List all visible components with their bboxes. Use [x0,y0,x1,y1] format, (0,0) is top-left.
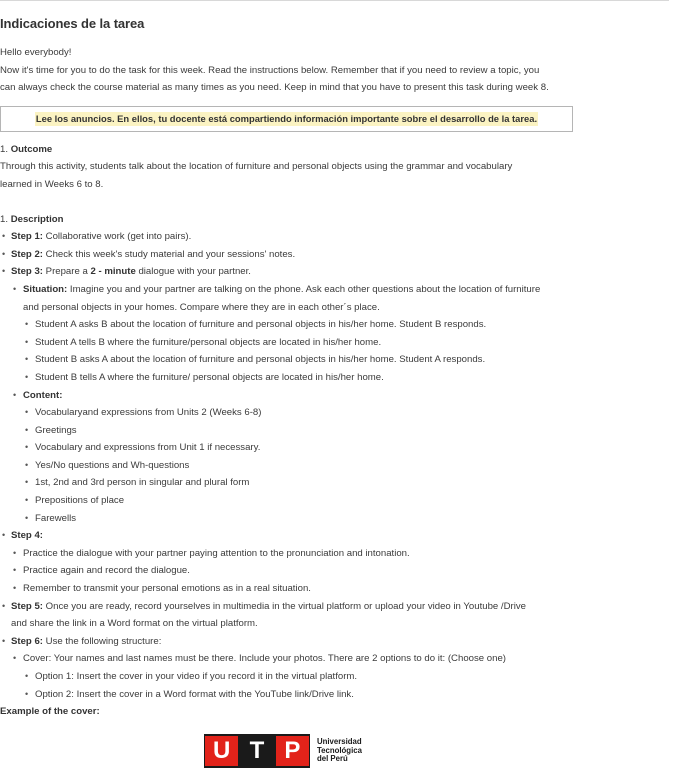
intro-line-2: can always check the course material as many times as you need. Keep in mind that you have to present this task during week 8. [0,82,549,94]
outcome-heading: 1. Outcome [0,143,53,155]
list-item: • Vocabularyand expressions from Units 2 (Weeks 6-8) [0,404,580,422]
page-title: Indicaciones de la tarea [0,16,145,31]
intro-line-1: Now it's time for you to do the task for this week. Read the instructions below. Remember that if you need to review a topic, you [0,64,540,76]
list-item: • Student B tells A where the furniture/ personal objects are located in his/her home. [0,369,580,387]
steps-list [0,228,580,281]
step-4: • Step 4: [0,527,580,545]
list-item: • Remember to transmit your personal emotions as in a real situation. [0,580,580,598]
list-item: • Practice the dialogue with your partner paying attention to the pronunciation and intonation. [0,545,580,563]
utp-logo-text: Universidad Tecnológica del Perú [317,737,362,764]
content-label: • Content: [0,387,580,405]
step-2: • Step 2: Check this week's study material and your sessions' notes. [0,246,580,264]
situation-items [0,316,580,386]
step-5-6-list [0,598,580,651]
step-4-list [0,527,580,545]
step-6-items [0,650,580,668]
cover-options [0,668,580,703]
content-group [0,387,580,405]
list-item: • Yes/No questions and Wh-questions [0,457,580,475]
announcement-text: Lee los anuncios. En ellos, tu docente está compartiendo información importante sobre el desarrollo de la tarea. [35,112,538,124]
step-6: • Step 6: Use the following structure: [0,633,580,651]
outcome-line-2: learned in Weeks 6 to 8. [0,178,104,190]
list-item: • Greetings [0,422,580,440]
list-item: • Student B asks A about the location of furniture and personal objects in his/her home. Student A responds. [0,351,580,369]
situation: • Situation: Imagine you and your partner are talking on the phone. Ask each other questions about the location of furniture and personal objects in your homes. Compare where they are in each other´s place. [0,281,580,316]
top-divider [0,0,669,1]
step-4-items [0,545,580,598]
task-content [0,10,580,721]
utp-logo-mark: U T P [204,734,310,768]
step-1: • Step 1: Collaborative work (get into pairs). [0,228,580,246]
list-item: • 1st, 2nd and 3rd person in singular and plural form [0,474,580,492]
cover-instruction: • Cover: Your names and last names must be there. Include your photos. There are 2 options to do it: (Choose one) [0,650,580,668]
step-5: • Step 5: Once you are ready, record yourselves in multimedia in the virtual platform or upload your video in Youtube /Drive and share the link in a Word format on the virtual platform. [0,598,580,633]
option-1: • Option 1: Insert the cover in your video if you record it in the virtual platform. [0,668,580,686]
list-item: • Prepositions of place [0,492,580,510]
list-item: • Vocabulary and expressions from Unit 1 if necessary. [0,439,580,457]
content-items [0,404,580,527]
step-3: • Step 3: Prepare a 2 - minute dialogue with your partner. [0,263,580,281]
list-item: • Student A asks B about the location of furniture and personal objects in his/her home. Student B responds. [0,316,580,334]
list-item: • Farewells [0,510,580,528]
step-3-details [0,281,580,316]
option-2: • Option 2: Insert the cover in a Word format with the YouTube link/Drive link. [0,686,580,704]
outcome-line-1: Through this activity, students talk about the location of furniture and personal objects using the grammar and vocabulary [0,161,513,173]
list-item: • Practice again and record the dialogue. [0,562,580,580]
greeting: Hello everybody! [0,47,72,58]
announcement-notice [0,106,573,132]
utp-logo [204,733,372,769]
example-heading: Example of the cover: [0,706,100,718]
description-heading: 1. Description [0,213,64,225]
list-item: • Student A tells B where the furniture/personal objects are located in his/her home. [0,334,580,352]
